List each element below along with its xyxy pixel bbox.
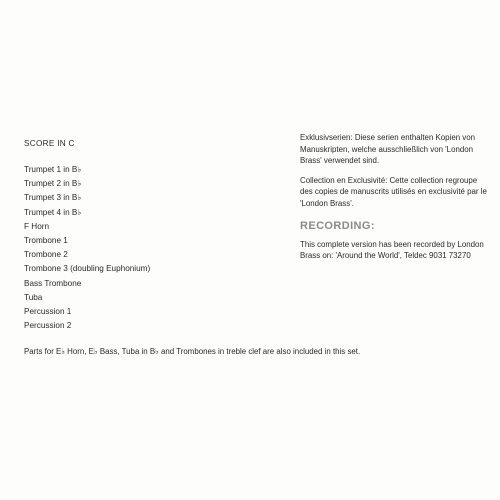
instrument-item: Percussion 2 [24, 321, 72, 331]
instrument-item: Trombone 3 (doubling Euphonium) [24, 264, 151, 274]
recording-text: This complete version has been recorded by London Brass on: 'Around the World', Teldec 9031 73270 [300, 239, 484, 260]
instrument-item: F Horn [24, 221, 50, 231]
notes-column [300, 132, 490, 270]
instrument-item: Trumpet 2 in B♭ [24, 179, 82, 189]
exclusive-note-german: Exklusivserien: Diese serien enthalten Kopien von Manuskripten, welche ausschließlich von 'London Brass' verwendet sind. [300, 133, 476, 165]
instrument-item: Trumpet 3 in B♭ [24, 193, 82, 203]
score-title: SCORE IN C [24, 139, 75, 148]
recording-heading: RECORDING: [300, 220, 375, 232]
instrument-item: Tuba [24, 292, 43, 302]
exclusive-note-french: Collection en Exclusivité: Cette collection regroupe des copies de manuscrits utilisés en exclusivité par le 'London Brass'. [300, 175, 487, 208]
instrument-item: Trumpet 4 in B♭ [24, 207, 82, 217]
instrument-item: Percussion 1 [24, 306, 72, 316]
instrument-item: Trumpet 1 in B♭ [24, 165, 82, 174]
instrumentation-column [24, 137, 274, 333]
instrument-item: Bass Trombone [24, 278, 82, 288]
instrument-item: Trombone 1 [24, 235, 68, 245]
parts-note: Parts for E♭ Horn, E♭ Bass, Tuba in B♭ and Trombones in treble clef are also included in this set. [24, 347, 361, 356]
instrument-item: Trombone 2 [24, 250, 68, 260]
instrument-list [24, 163, 274, 333]
